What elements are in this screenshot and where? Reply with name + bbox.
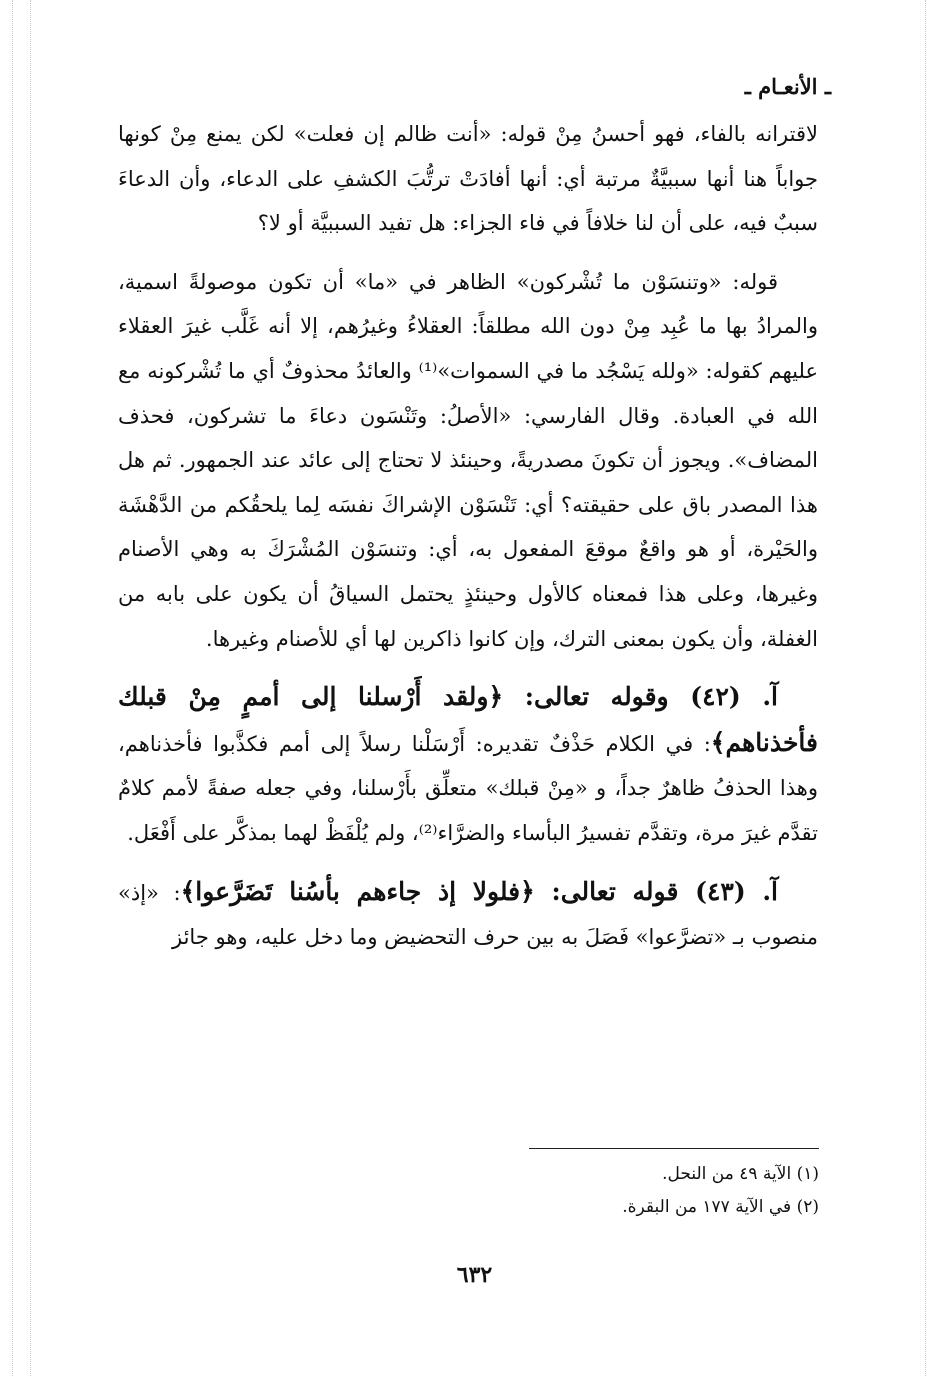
footnote-divider <box>529 1148 819 1149</box>
footnote-2: (٢) في الآية ١٧٧ من البقرة. <box>622 1197 819 1217</box>
paragraph-2: قوله: «وتنسَوْن ما تُشْركون» الظاهر في «ما» أن تكون موصولةً اسمية، والمرادُ بها ما عُبِد مِنْ دون الله مطلقاً: العقلاءُ وغيرُهم، إلا أنه غَلَّب غيرَ العقلاء عليهم كقوله: «ولله يَسْجُد ما في السموات»⁽¹⁾ والعائدُ محذوفٌ أي ما تُشْركونه مع الله في العبادة. وقال الفارسي: «الأصلُ: وتَنْسَون دعاءَ ما تشركون، فحذف المضاف». ويجوز أن تكونَ مصدريةً، وحينئذ لا تحتاج إلى عائد عند الجمهور. ثم هل هذا المصدر باق على حقيقته؟ أي: تَنْسَوْن الإشراكَ نفسَه لِما يلحقُكم من الدَّهْشَة والحَيْرة، أو هو واقعٌ موقعَ المفعول به، أي: وتنسَوْن المُشْرَكَ به وهي الأصنام وغيرها، وعلى هذا فمعناه كالأول وحينئذٍ يحتمل السياقُ أن يكون على بابه من الغفلة، وأن يكون بمعنى الترك، وإن كانوا ذاكرين لها أي للأصنام وغيرها. <box>118 269 818 651</box>
verse-42-commentary: : في الكلام حَذْفٌ تقديره: أَرْسَلْنا رسلاً إلى أمم فكذَّبوا فأخذناهم، وهذا الحذفُ ظاهرٌ جداً، و «مِنْ قبلك» متعلِّق بأَرْسلنا، وفي جعله صفةً لأمم كلامٌ تقدَّم غيرَ مرة، وتقدَّم تفسيرُ البأساء والضرَّاء⁽²⁾، ولم يُلْفَظْ لهما بمذكَّر على أَفْعَل. <box>118 731 818 845</box>
footnotes <box>129 1158 819 1224</box>
footnote-1: (١) الآية ٤٩ من النحل. <box>662 1164 819 1184</box>
verse-43-heading: آ. (٤٣) قوله تعالى: ﴿فلولا إذ جاءهم بأسُنا تَضَرَّعوا﴾ <box>180 876 778 906</box>
paragraph-verse-43 <box>118 870 818 960</box>
verse-42-heading: آ. (٤٢) وقوله تعالى: ﴿ولقد أَرْسلنا إلى أممٍ مِنْ قبلك فأخذناهم﴾ <box>118 682 818 757</box>
scan-edge-left <box>12 0 13 1376</box>
page-number: ٦٣٢ <box>456 1262 493 1288</box>
main-text <box>118 112 818 960</box>
running-head: ـ الأنعـام ـ <box>744 74 831 99</box>
scan-edge-right <box>925 0 926 1376</box>
paragraph-1: لاقترانه بالفاء، فهو أحسنُ مِنْ قوله: «أنت ظالم إن فعلت» لكن يمنع مِنْ كونها جواباً هنا أنها سببيَّةٌ مرتبة أي: أنها أفادَتْ ترتُّبَ الكشفِ على الدعاء، وأن الدعاءَ سببٌ فيه، على أن لنا خلافاً في فاء الجزاء: هل تفيد السببيَّة أو لا؟ <box>118 122 818 236</box>
verse-43-commentary: : «إذ» منصوب بـ «تضرَّعوا» فَصَلَ به بين حرف التحضيض وما دخل عليه، وهو جائز <box>118 880 818 950</box>
paragraph-verse-42 <box>118 675 818 855</box>
scan-edge-left-inner <box>30 0 31 1376</box>
